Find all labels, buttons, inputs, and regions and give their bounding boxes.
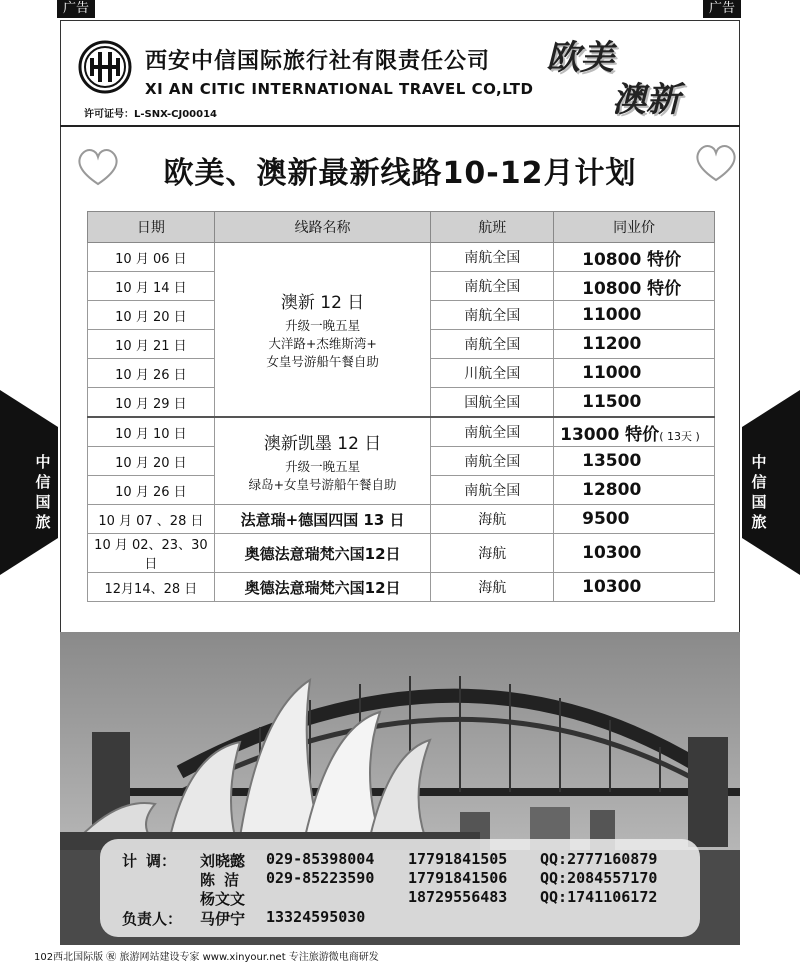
contact-qq: QQ:2777160879: [540, 850, 658, 868]
price-value: 13000 特价: [560, 424, 660, 445]
date-cell: 10 月 26 日: [88, 359, 215, 388]
contact-tel: 029-85398004: [266, 850, 375, 868]
date-cell: 10 月 21 日: [88, 330, 215, 359]
price-cell: [554, 417, 715, 447]
contact-name: 刘晓懿: [200, 852, 246, 870]
route-cell: 奥德法意瑞梵六国12日: [214, 573, 431, 602]
flight-cell: 南航全国: [431, 417, 554, 447]
routes-table: [87, 211, 715, 602]
flight-cell: 南航全国: [431, 447, 554, 476]
flight-cell: 南航全国: [431, 243, 554, 272]
route-detail: 女皇号游船午餐自助: [266, 354, 379, 369]
route-cell: [214, 243, 431, 418]
route-detail: 绿岛+女皇号游船午餐自助: [248, 476, 397, 492]
flight-cell: 海航: [431, 534, 554, 573]
col-header-route: 线路名称: [214, 212, 431, 243]
page-footer: 102西北国际版 ㊗ 旅游网站建设专家 www.xinyour.net 专注旅游微电商研发: [34, 952, 379, 963]
flight-cell: 川航全国: [431, 359, 554, 388]
date-cell: 10 月 07 、28 日: [88, 505, 215, 534]
flight-cell: 南航全国: [431, 301, 554, 330]
contact-qq: QQ:1741106172: [540, 888, 658, 906]
contact-name: 陈 洁: [200, 871, 240, 889]
price-cell: 10800 特价: [554, 243, 715, 272]
manager-tel: 13324595030: [266, 908, 366, 926]
col-header-date: 日期: [88, 212, 215, 243]
manager-name: 马伊宁: [200, 910, 246, 928]
contact-label-manager: 负责人：: [122, 910, 183, 928]
contact-name: 杨文文: [200, 890, 246, 908]
license-number: 许可证号：L-SNX-CJ00014: [84, 109, 217, 120]
table-row: [88, 534, 715, 573]
page-title: 欧美、澳新最新线路10-12月计划: [163, 156, 637, 191]
price-cell: 12800: [554, 476, 715, 505]
date-cell: 10 月 02、23、30 日: [88, 534, 215, 573]
side-label-left: 中 信 国 旅: [35, 453, 51, 531]
route-detail: 大洋路+杰维斯湾+: [268, 336, 377, 351]
route-name: 澳新 12 日: [280, 293, 365, 313]
contact-label-plan: 计 调：: [122, 852, 177, 870]
price-cell: 10300: [554, 534, 715, 573]
col-header-flight: 航班: [431, 212, 554, 243]
route-cell: [214, 417, 431, 505]
citic-logo-icon: [78, 40, 132, 94]
ad-tag-right: 广告: [703, 0, 741, 18]
price-cell: 11000: [554, 301, 715, 330]
contact-tel: 029-85223590: [266, 869, 375, 887]
route-cell: 奥德法意瑞梵六国12日: [214, 534, 431, 573]
date-cell: 10 月 20 日: [88, 301, 215, 330]
company-name-cn: 西安中信国际旅行社有限责任公司: [145, 49, 491, 74]
header-divider: [60, 125, 740, 127]
company-name-en: XI AN CITIC INTERNATIONAL TRAVEL CO,LTD: [145, 80, 534, 98]
brand-line-2: 澳新: [612, 80, 680, 120]
price-cell: 13500: [554, 447, 715, 476]
contact-qq: QQ:2084557170: [540, 869, 658, 887]
route-cell: 法意瑞+德国四国 13 日: [214, 505, 431, 534]
flight-cell: 南航全国: [431, 330, 554, 359]
brand-line-1: 欧美: [546, 38, 614, 78]
route-detail: 升级一晚五星: [285, 458, 361, 474]
price-cell: 10800 特价: [554, 272, 715, 301]
date-cell: 10 月 10 日: [88, 417, 215, 447]
date-cell: 10 月 29 日: [88, 388, 215, 418]
col-header-price: 同业价: [554, 212, 715, 243]
flight-cell: 南航全国: [431, 272, 554, 301]
date-cell: 12月14、28 日: [88, 573, 215, 602]
table-row: [88, 505, 715, 534]
route-name: 澳新凯墨 12 日: [263, 433, 382, 454]
price-cell: 10300: [554, 573, 715, 602]
table-row: [88, 573, 715, 602]
table-row: [88, 243, 715, 272]
table-header-row: [88, 212, 715, 243]
flight-cell: 国航全国: [431, 388, 554, 418]
flight-cell: 海航: [431, 573, 554, 602]
price-cell: 11500: [554, 388, 715, 418]
price-cell: 11000: [554, 359, 715, 388]
date-cell: 10 月 14 日: [88, 272, 215, 301]
side-label-right: 中 信 国 旅: [751, 453, 767, 531]
date-cell: 10 月 26 日: [88, 476, 215, 505]
price-note: ( 13天 ): [659, 429, 700, 443]
ad-tag-left: 广告: [57, 0, 95, 18]
flight-cell: 海航: [431, 505, 554, 534]
price-cell: 11200: [554, 330, 715, 359]
contact-mobile: 18729556483: [408, 888, 508, 906]
flight-cell: 南航全国: [431, 476, 554, 505]
date-cell: 10 月 20 日: [88, 447, 215, 476]
contact-mobile: 17791841506: [408, 869, 508, 887]
date-cell: 10 月 06 日: [88, 243, 215, 272]
contact-mobile: 17791841505: [408, 850, 508, 868]
price-cell: 9500: [554, 505, 715, 534]
table-row: [88, 417, 715, 447]
route-detail: 升级一晚五星: [285, 318, 361, 333]
